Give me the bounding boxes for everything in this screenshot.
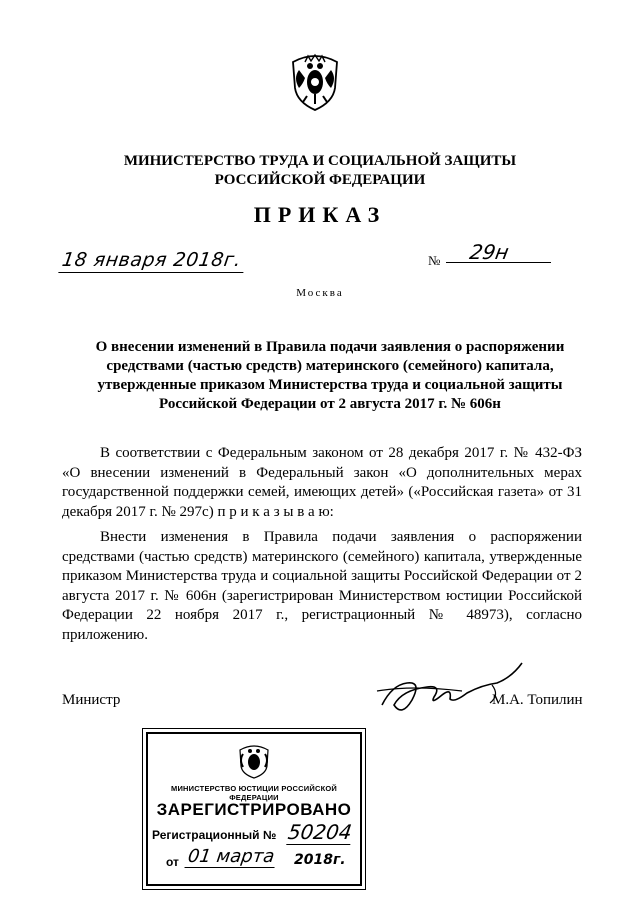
paragraph-preamble: В соответствии с Федеральным законом от 28 декабря 2017 г. № 432-ФЗ «О внесении изменений в Федеральный закон «О дополнительных мерах государственной поддержки семей, имеющих детей» («Российская газета» от 31 декабря 2017 г. № 297с) п р и к а з ы в а ю: [62, 445, 582, 520]
ministry-line-1: МИНИСТЕРСТВО ТРУДА И СОЦИАЛЬНОЙ ЗАЩИТЫ [123, 153, 517, 169]
russian-coat-of-arms-icon [285, 48, 345, 112]
signer-name: М.А. Топилин [492, 692, 583, 708]
order-subject: О внесении изменений в Правила подачи заявления о распоряжении средствами (частью средств) материнского (семейного) капитала, утвержденные приказом Министерства труда и социальной защиты Российской Федерации от 2 августа 2017 г. № 606н [95, 339, 565, 412]
city: Москва [296, 287, 344, 299]
registration-stamp [146, 732, 362, 886]
ministry-line-2: РОССИЙСКОЙ ФЕДЕРАЦИИ [214, 172, 426, 188]
paragraph-order: Внести изменения в Правила подачи заявления о распоряжении средствами (частью средств) материнского (семейного) капитала, утвержденные приказом Министерства труда и социальной защиты Российской Федерации от 2 августа 2017 г. № 606н (зарегистрирован Министерством юстиции Российской Федерации 22 ноября 2017 г., регистрационный № 48973), согласно приложению. [62, 529, 582, 643]
stamp-date: 01 марта [184, 846, 277, 868]
handwritten-signature [372, 655, 532, 725]
handwritten-number: 29н [467, 240, 511, 264]
stamp-coat-of-arms-icon [234, 740, 274, 780]
stamp-organization: МИНИСТЕРСТВО ЮСТИЦИИ РОССИЙСКОЙ ФЕДЕРАЦИИ [171, 784, 337, 802]
document-title: ПРИКАЗ [253, 202, 387, 227]
number-label: № [428, 253, 441, 268]
stamp-number: 50204 [286, 820, 354, 844]
stamp-year: 2018г. [294, 852, 346, 868]
stamp-from-label: от [166, 855, 179, 869]
stamp-status: ЗАРЕГИСТРИРОВАНО [156, 800, 352, 819]
stamp-number-label: Регистрационный № [152, 828, 277, 842]
signer-position: Министр [62, 692, 121, 708]
ministry-name [0, 152, 640, 190]
handwritten-date: 18 января 2018г. [58, 249, 246, 273]
